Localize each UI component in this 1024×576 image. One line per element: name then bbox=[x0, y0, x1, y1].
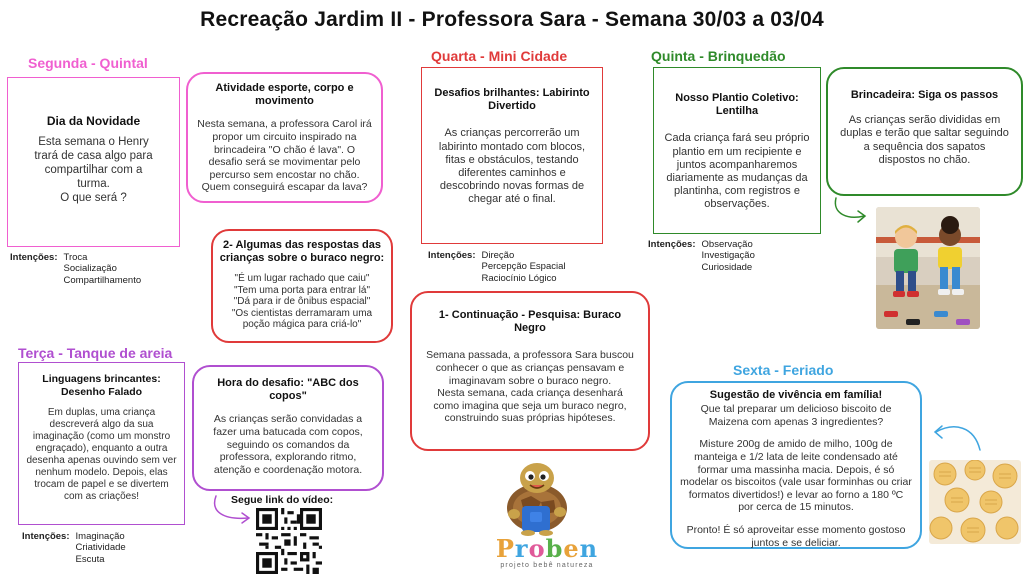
siga-os-passos-heading: Brincadeira: Siga os passos bbox=[850, 89, 999, 101]
nosso-plantio-text: Cada criança fará seu próprio plantio em um recipiente e juntos acompanharemos diariamente as mudanças da plantinha, com registros e observações. bbox=[664, 132, 810, 211]
atividade-esporte-text: Nesta semana, a professora Carol irá propor um circuito inspirado na brincadeira "O chão é lava". O desafio será se movimentar pelo percurso sem encostar no chão. Quem conseguirá escapar da lava? bbox=[197, 118, 372, 194]
atividade-esporte-box bbox=[186, 72, 383, 203]
intencao-item: Imaginação bbox=[75, 531, 125, 542]
dia-da-novidade-text: Esta semana o Henry trará de casa algo para compartilhar com a turma. O que será ? bbox=[34, 136, 153, 204]
pesquisa-buraco-negro-heading: 1- Continuação - Pesquisa: Buraco Negro bbox=[438, 309, 622, 335]
logo-letter-n: n bbox=[579, 534, 599, 563]
intencao-item: Socialização bbox=[63, 263, 117, 275]
siga-os-passos-box bbox=[826, 67, 1023, 196]
intencao-item: Escuta bbox=[75, 553, 105, 565]
proben-logo bbox=[491, 534, 603, 569]
intencao-item: Compartilhamento bbox=[63, 274, 142, 286]
vivencia-familia-box bbox=[670, 381, 922, 549]
kids-jumping-photo bbox=[876, 207, 980, 329]
vivencia-familia-intro: Que tal preparar um delicioso biscoito de Maizena com apenas 3 ingredientes? bbox=[700, 403, 892, 428]
pesquisa-buraco-negro-text: Semana passada, a professora Sara buscou conhecer o que as crianças pensavam e imaginavam sobre o buraco negro. Nesta semana, cada criança desenhará como imagina que seja um buraco negro, construindo suas próprias hipóteses. bbox=[426, 349, 634, 425]
turtle-mascot-icon bbox=[496, 456, 578, 536]
intencao-item: Troca bbox=[63, 252, 88, 263]
terca-label: Terça - Tanque de areia bbox=[18, 345, 173, 361]
resposta-line: "Tem uma porta para entrar lá" bbox=[233, 284, 371, 296]
hora-do-desafio-box bbox=[192, 365, 384, 491]
dia-da-novidade-heading: Dia da Novidade bbox=[46, 114, 141, 128]
hora-do-desafio-text: As crianças serão convidadas a fazer uma batucada com copos, seguindo os comandos da professora, explorando ritmo, atenção e coordenação motora. bbox=[213, 413, 363, 476]
intencao-item: Raciocínio Lógico bbox=[481, 272, 557, 284]
vivencia-familia-closing: Pronto! É só aproveitar esse momento gostoso juntos e se deliciar. bbox=[686, 523, 906, 549]
cookies-photo bbox=[929, 460, 1021, 544]
logo-letter-p: P bbox=[495, 534, 515, 563]
vivencia-familia-heading: Sugestão de vivência em família! bbox=[709, 389, 883, 401]
intencoes-label: Intenções: bbox=[648, 239, 696, 250]
decorative-arrow-icon bbox=[830, 194, 870, 228]
intencao-item: Investigação bbox=[701, 250, 755, 262]
logo-letter-e: e bbox=[563, 534, 580, 563]
linguagens-brincantes-text: Em duplas, uma criança descreverá algo da sua imaginação (como um monstro engraçado), enquanto a outra desenha apenas ouvindo sem ver nenhum modelo. Depois, elas trocam de papel e se divertem com as criações! bbox=[26, 407, 177, 503]
dia-da-novidade-box bbox=[7, 77, 180, 247]
proben-tagline: projeto bebê natureza bbox=[500, 562, 594, 569]
proben-logo-name bbox=[491, 534, 603, 563]
linguagens-brincantes-box bbox=[18, 362, 185, 525]
atividade-esporte-heading: Atividade esporte, corpo e movimento bbox=[215, 82, 354, 108]
desafios-brilhantes-text: As crianças percorrerão um labirinto montado com blocos, fitas e obstáculos, testando diferentes caminhos e descobrindo novas formas de chegar até o final. bbox=[438, 127, 586, 206]
segunda-intencoes bbox=[10, 252, 141, 286]
decorative-arrow-icon bbox=[208, 490, 258, 530]
logo-letter-o: o bbox=[528, 534, 546, 563]
hora-do-desafio-heading: Hora do desafio: "ABC dos copos" bbox=[217, 377, 359, 403]
decorative-arrow-icon bbox=[928, 420, 984, 460]
resposta-line: "Dá para ir de ônibus espacial" bbox=[233, 296, 371, 308]
quinta-intencoes bbox=[648, 239, 755, 273]
intencao-item: Criatividade bbox=[75, 542, 126, 554]
pesquisa-buraco-negro-box bbox=[410, 291, 650, 451]
respostas-criancas-heading: 2- Algumas das respostas das crianças sobre o buraco negro: bbox=[219, 239, 385, 265]
intencao-item: Direção bbox=[481, 250, 515, 261]
video-qr-code[interactable] bbox=[256, 508, 322, 574]
terca-intencoes bbox=[22, 531, 126, 565]
video-link-label: Segue link do vídeo: bbox=[231, 494, 334, 506]
resposta-line: "É um lugar rachado que caiu" bbox=[234, 273, 370, 285]
intencao-item: Observação bbox=[701, 239, 753, 250]
logo-letter-r: r bbox=[514, 534, 529, 563]
respostas-criancas-box bbox=[211, 229, 393, 343]
resposta-line: "Os cientistas derramaram uma poção mágica para criá-lo" bbox=[231, 307, 373, 331]
quarta-label: Quarta - Mini Cidade bbox=[431, 48, 568, 64]
page-title: Recreação Jardim II - Professora Sara - Semana 30/03 a 03/04 bbox=[200, 8, 824, 31]
sexta-label: Sexta - Feriado bbox=[733, 362, 834, 378]
intencoes-label: Intenções: bbox=[22, 531, 70, 542]
nosso-plantio-heading: Nosso Plantio Coletivo: Lentilha bbox=[675, 92, 799, 118]
vivencia-familia-recipe: Misture 200g de amido de milho, 100g de manteiga e 1/2 lata de leite condensado até formar uma massinha macia. Depois, é só modelar os biscoitos (vale usar forminhas ou criar formatos divertidos!) e levar ao forno a 180 ºC por cerca de 15 minutos. bbox=[680, 438, 912, 514]
siga-os-passos-text: As crianças serão divididas em duplas e terão que saltar seguindo a sequência dos sapatos dispostos no chão. bbox=[840, 114, 1009, 166]
desafios-brilhantes-heading: Desafios brilhantes: Labirinto Divertido bbox=[434, 87, 590, 113]
segunda-label: Segunda - Quintal bbox=[28, 55, 148, 71]
intencoes-label: Intenções: bbox=[10, 252, 58, 263]
logo-letter-b: b bbox=[545, 534, 564, 563]
desafios-brilhantes-box bbox=[421, 67, 603, 244]
quinta-label: Quinta - Brinquedão bbox=[651, 48, 786, 64]
linguagens-brincantes-heading: Linguagens brincantes: Desenho Falado bbox=[42, 373, 161, 398]
intencoes-label: Intenções: bbox=[428, 250, 476, 261]
intencao-item: Percepção Espacial bbox=[481, 261, 566, 273]
intencao-item: Curiosidade bbox=[701, 261, 753, 273]
nosso-plantio-box bbox=[653, 67, 821, 234]
quarta-intencoes bbox=[428, 250, 565, 284]
